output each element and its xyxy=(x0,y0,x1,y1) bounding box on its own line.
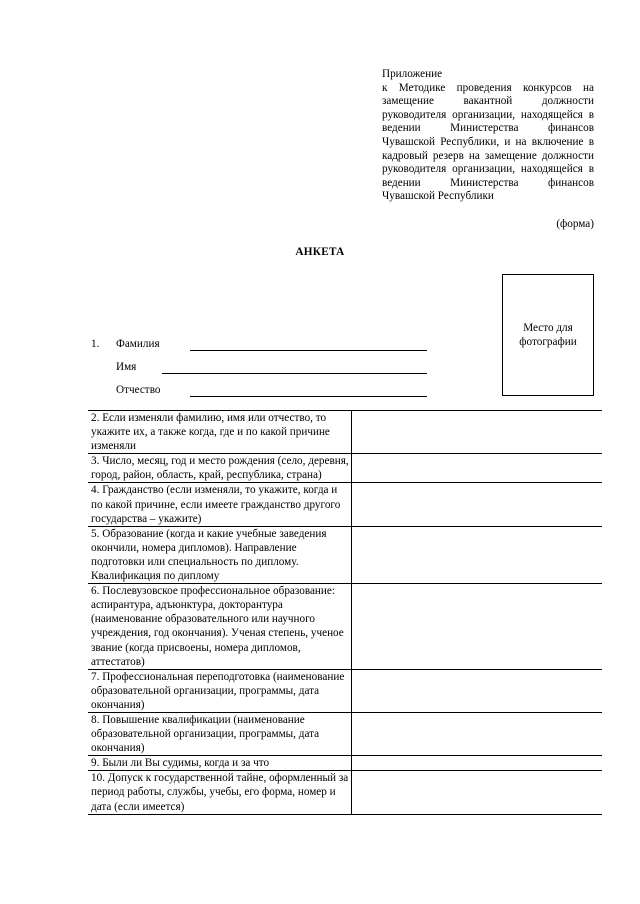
table-row xyxy=(88,756,602,771)
answer-cell[interactable] xyxy=(352,669,603,712)
question-cell: 10. Допуск к государственной тайне, оформленный за период работы, службы, учебы, его форма, номер и дата (если имеется) xyxy=(88,771,352,814)
page-title: АНКЕТА xyxy=(295,246,345,258)
first-name-label: Имя xyxy=(116,361,137,373)
surname-label: Фамилия xyxy=(116,338,160,350)
appendix-header xyxy=(382,68,594,204)
answer-cell[interactable] xyxy=(352,411,603,454)
question-cell: 4. Гражданство (если изменяли, то укажите, когда и по какой причине, если имеете гражданство другого государства – укажите) xyxy=(88,483,352,526)
table-row xyxy=(88,669,602,712)
question-cell: 9. Были ли Вы судимы, когда и за что xyxy=(88,756,352,771)
table-row xyxy=(88,712,602,755)
table-row xyxy=(88,454,602,483)
question-cell: 2. Если изменяли фамилию, имя или отчество, то укажите их, а также когда, где и по какой причине изменяли xyxy=(88,411,352,454)
table-row xyxy=(88,483,602,526)
answer-cell[interactable] xyxy=(352,712,603,755)
photo-placeholder-box xyxy=(502,274,594,396)
question-cell: 8. Повышение квалификации (наименование образовательной организации, программы, дата окончания) xyxy=(88,712,352,755)
surname-field[interactable] xyxy=(190,350,427,351)
patronymic-field[interactable] xyxy=(190,396,427,397)
answer-cell[interactable] xyxy=(352,526,603,583)
question-cell: 7. Профессиональная переподготовка (наименование образовательной организации, программы, дата окончания) xyxy=(88,669,352,712)
answer-cell[interactable] xyxy=(352,771,603,814)
first-name-field[interactable] xyxy=(162,373,427,374)
question-cell: 3. Число, месяц, год и место рождения (село, деревня, город, район, область, край, республика, страна) xyxy=(88,454,352,483)
form-note: (форма) xyxy=(556,218,594,230)
table-row xyxy=(88,411,602,454)
appendix-title: Приложение xyxy=(382,68,443,80)
table-row xyxy=(88,526,602,583)
patronymic-label: Отчество xyxy=(116,384,161,396)
table-row xyxy=(88,771,602,814)
photo-placeholder-label: Место для фотографии xyxy=(519,322,577,348)
answer-cell[interactable] xyxy=(352,454,603,483)
name-section-number: 1. xyxy=(91,338,100,350)
answer-cell[interactable] xyxy=(352,483,603,526)
question-cell: 5. Образование (когда и какие учебные заведения окончили, номера дипломов). Направление подготовки или специальность по диплому. Квалификация по диплому xyxy=(88,526,352,583)
table-row xyxy=(88,584,602,670)
appendix-text: к Методике проведения конкурсов на замещение вакантной должности руководителя организации, находящейся в ведении Министерства финансов Чувашской Республики, и на включение в кадровый резерв на замещение должности руководителя организации, находящейся в ведении Министерства финансов Чувашской Республики xyxy=(382,81,594,203)
questionnaire-table xyxy=(88,410,602,815)
question-cell: 6. Послевузовское профессиональное образование: аспирантура, адъюнктура, докторантура (наименование образовательного или научного учреждения, год окончания). Ученая степень, ученое звание (когда присвоены, номера дипломов, аттестатов) xyxy=(88,584,352,670)
answer-cell[interactable] xyxy=(352,584,603,670)
answer-cell[interactable] xyxy=(352,756,603,771)
